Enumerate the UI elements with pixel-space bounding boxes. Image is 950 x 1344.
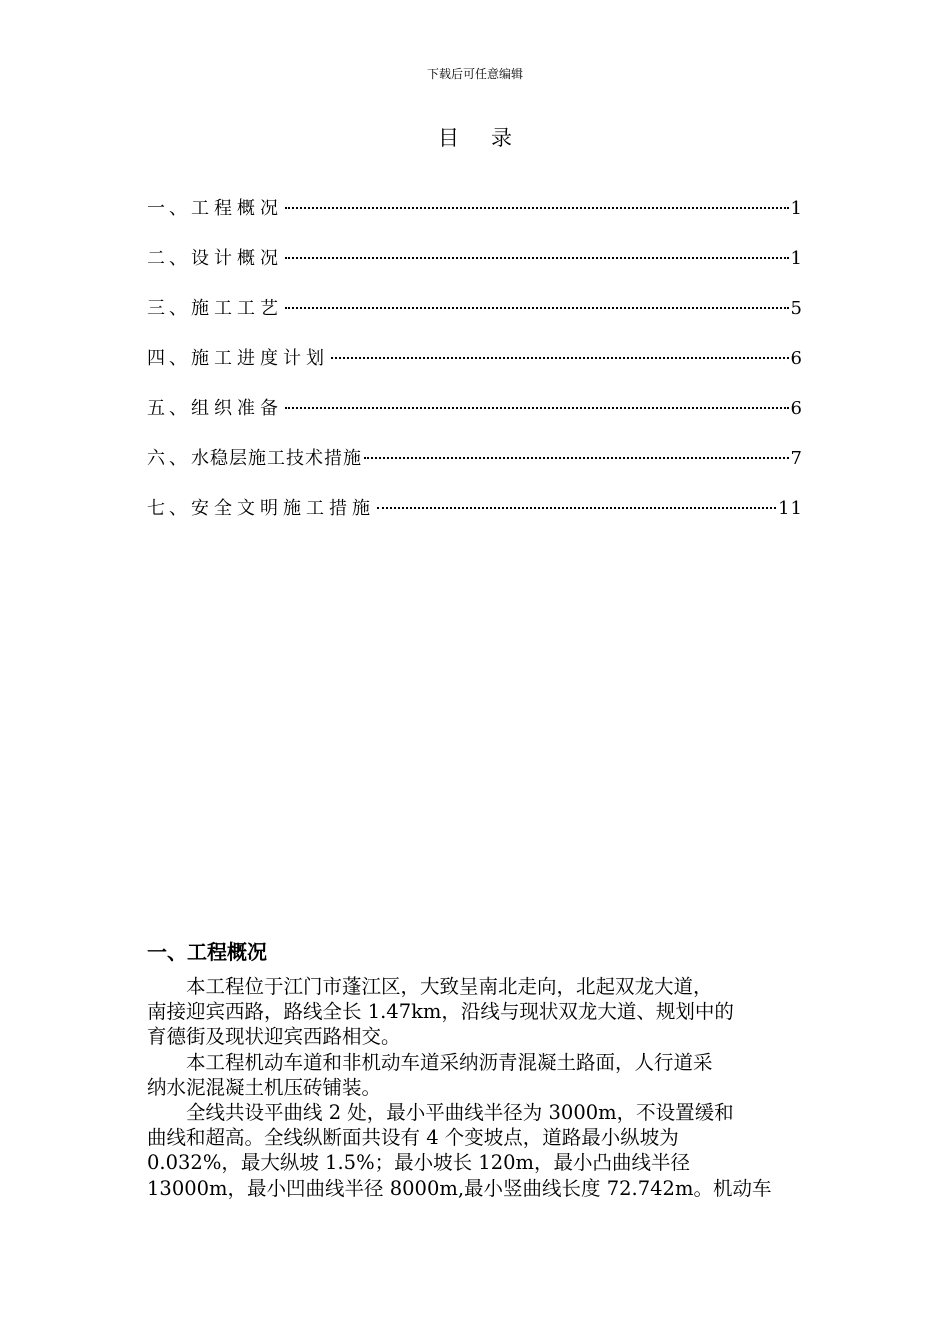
- toc-entry[interactable]: [147, 396, 803, 446]
- toc-title-right: 录: [491, 126, 512, 150]
- toc-entry[interactable]: [147, 496, 803, 546]
- body-paragraph: 本工程机动车道和非机动车道采纳沥青混凝土路面，人行道采 纳水泥混凝土机压砖铺装。: [147, 1050, 713, 1099]
- toc-entry-number: 四、: [147, 348, 191, 369]
- toc-entry-page: 6: [790, 348, 803, 369]
- toc-entry-text: 工程概况: [191, 198, 283, 219]
- toc-leader-dots: [364, 457, 789, 459]
- toc-leader-dots: [377, 507, 776, 509]
- toc-entry-page: 5: [790, 298, 803, 319]
- table-of-contents: [147, 196, 803, 546]
- toc-entry-text: 施工工艺: [191, 298, 283, 319]
- toc-entry-number: 一、: [147, 198, 191, 219]
- toc-entry[interactable]: [147, 346, 803, 396]
- toc-entry-page: 1: [790, 198, 803, 219]
- toc-entry[interactable]: [147, 446, 803, 496]
- section-body: [147, 974, 803, 1201]
- toc-title-left: 目: [438, 126, 459, 150]
- toc-entry[interactable]: [147, 246, 803, 296]
- toc-leader-dots: [285, 307, 789, 309]
- toc-entry-number: 六、: [147, 448, 191, 469]
- toc-entry-text: 安全文明施工措施: [191, 498, 375, 519]
- toc-entry-text: 设计概况: [191, 248, 283, 269]
- toc-entry-number: 七、: [147, 498, 191, 519]
- toc-entry-text: 施工进度计划: [191, 348, 329, 369]
- toc-entry-page: 1: [790, 248, 803, 269]
- body-paragraph: 全线共设平曲线 2 处，最小平曲线半径为 3000m，不设置缓和 曲线和超高。全线纵断面共设有 4 个变坡点，道路最小纵坡为 0.032%，最大纵坡 1.5%；最小坡长 120m，最小凸曲线半径 13000m，最小凹曲线半径 8000m,最小竖曲线长度 72.742m。机动车: [147, 1101, 772, 1200]
- body-paragraph: 本工程位于江门市蓬江区，大致呈南北走向，北起双龙大道， 南接迎宾西路，路线全长 1.47km，沿线与现状双龙大道、规划中的 育德街及现状迎宾西路相交。: [147, 975, 734, 1049]
- toc-leader-dots: [285, 257, 789, 259]
- toc-entry-text: 水稳层施工技术措施: [191, 448, 362, 469]
- toc-entry-number: 二、: [147, 248, 191, 269]
- toc-entry-page: 11: [778, 498, 803, 519]
- toc-entry[interactable]: [147, 196, 803, 246]
- toc-entry-page: 7: [790, 448, 803, 469]
- toc-entry[interactable]: [147, 296, 803, 346]
- toc-leader-dots: [331, 357, 789, 359]
- toc-entry-number: 三、: [147, 298, 191, 319]
- toc-leader-dots: [285, 407, 789, 409]
- toc-entry-page: 6: [790, 398, 803, 419]
- toc-entry-number: 五、: [147, 398, 191, 419]
- section-heading: 一、工程概况: [147, 940, 267, 964]
- toc-entry-text: 组织准备: [191, 398, 283, 419]
- toc-title: [0, 124, 950, 152]
- header-note: 下载后可任意编辑: [426, 67, 523, 81]
- toc-leader-dots: [285, 207, 789, 209]
